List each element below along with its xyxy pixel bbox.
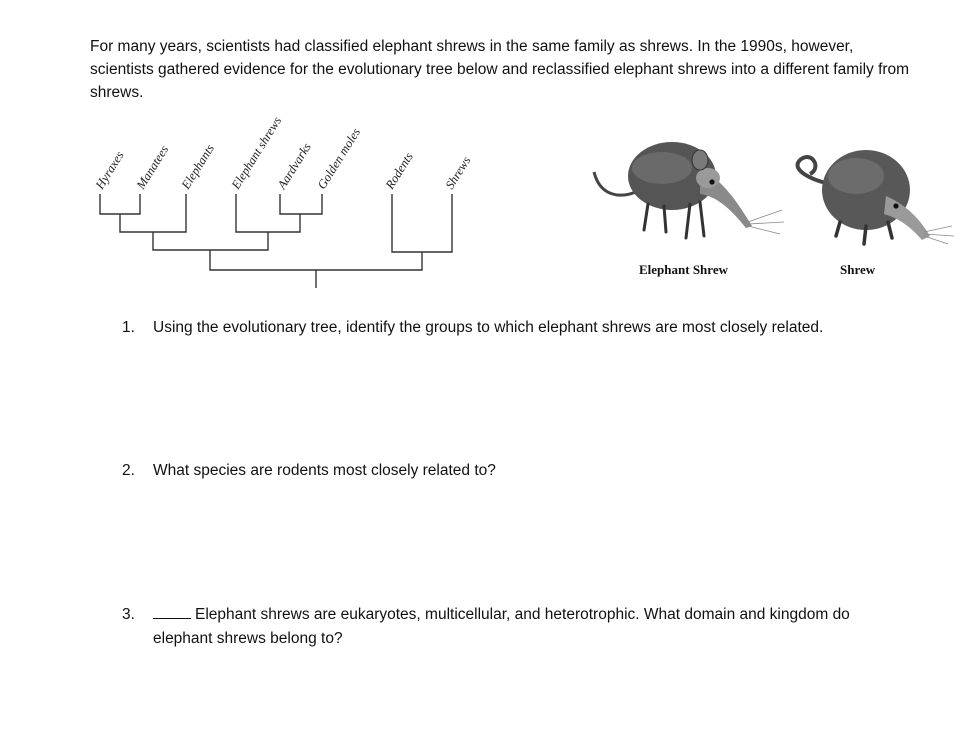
question-2 <box>122 459 882 483</box>
taxon-label-hyraxes: Hyraxes <box>92 148 127 192</box>
question-1-number: 1. <box>122 319 135 336</box>
elephant-shrew-illustration <box>594 142 784 238</box>
taxon-label-shrews: Shrews <box>442 153 474 192</box>
intro-paragraph: For many years, scientists had classified elephant shrews in the same family as shrews. In the 1990s, however, scientists gathered evidence for the evolutionary tree below and reclassified elephant shrews into a different family from shrews. <box>90 38 910 101</box>
question-3 <box>122 603 882 651</box>
taxon-label-golden-moles: Golden moles <box>314 125 364 192</box>
taxon-label-manatees: Manatees <box>133 142 172 192</box>
shrew-illustration <box>797 150 954 244</box>
question-3-text: Elephant shrews are eukaryotes, multicellular, and heterotrophic. What domain and kingdom do elephant shrews belong to? <box>153 606 850 647</box>
shrew-label: Shrew <box>840 262 876 277</box>
taxon-label-aardvarks: Aardvarks <box>274 140 314 192</box>
question-2-text: What species are rodents most closely related to? <box>153 462 496 479</box>
question-1-text: Using the evolutionary tree, identify the groups to which elephant shrews are most closely related. <box>153 319 824 336</box>
evolutionary-tree <box>0 0 978 300</box>
answer-blank-line[interactable] <box>153 603 191 619</box>
question-1 <box>122 316 882 340</box>
elephant-shrew-label: Elephant Shrew <box>639 262 728 277</box>
tree-branches <box>100 194 452 288</box>
taxon-label-rodents: Rodents <box>382 150 416 192</box>
question-3-number: 3. <box>122 606 135 623</box>
taxon-label-elephant-shrews: Elephant shrews <box>228 114 285 192</box>
question-2-number: 2. <box>122 462 135 479</box>
taxon-label-elephants: Elephants <box>178 141 218 192</box>
